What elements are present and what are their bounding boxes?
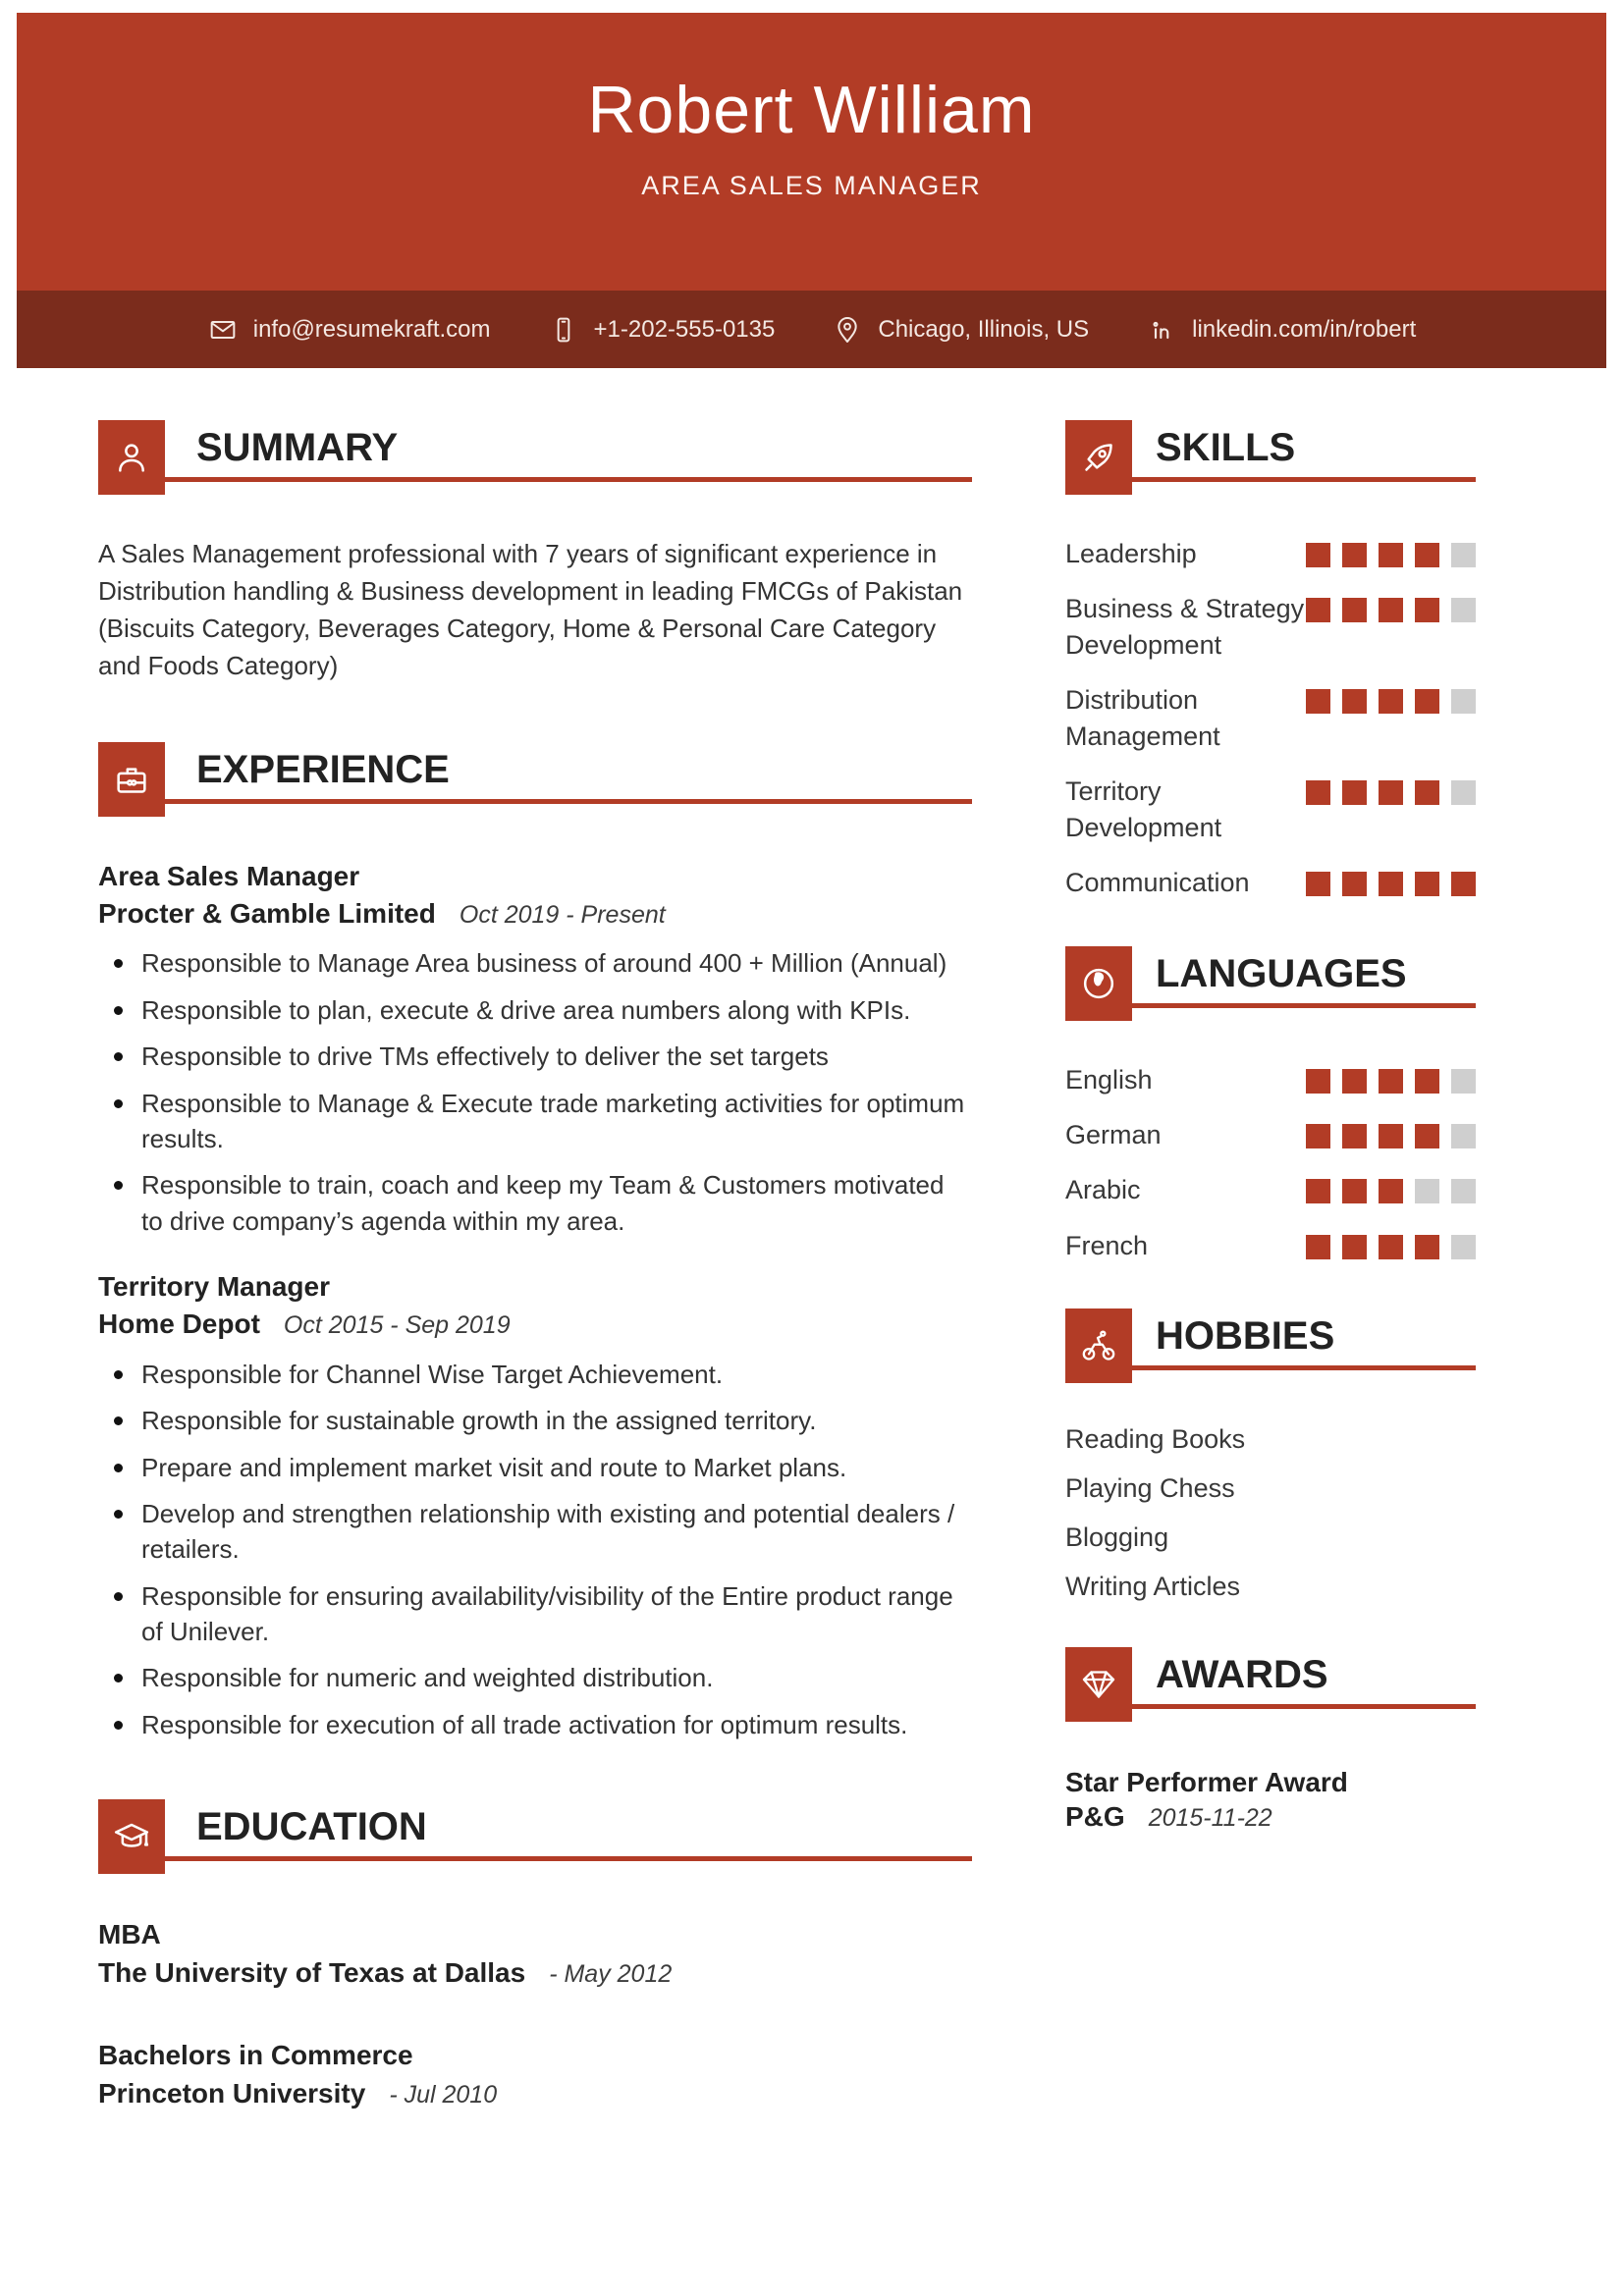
person-job-title: AREA SALES MANAGER xyxy=(641,170,982,200)
skill-label: Communication xyxy=(1065,868,1250,898)
language-rating xyxy=(1306,1069,1476,1094)
rating-square-filled xyxy=(1379,1179,1403,1203)
rating-square-filled xyxy=(1415,543,1439,567)
award-date: 2015-11-22 xyxy=(1148,1804,1272,1833)
rating-square-filled xyxy=(1342,780,1367,805)
graduation-cap-icon xyxy=(98,1799,165,1874)
languages-title: LANGUAGES xyxy=(1156,951,1407,995)
contact-phone-text: +1-202-555-0135 xyxy=(593,315,776,343)
rating-square-filled xyxy=(1306,689,1330,714)
rating-square-filled xyxy=(1415,598,1439,622)
right-column xyxy=(1065,420,1476,1878)
rating-square-filled xyxy=(1342,598,1367,622)
skill-label: Business & Strategy Development xyxy=(1065,594,1305,660)
left-column xyxy=(98,420,972,2169)
rating-square-empty xyxy=(1415,1179,1439,1203)
job-bullet: Responsible for numeric and weighted distribution. xyxy=(106,1660,972,1695)
rating-square-filled xyxy=(1415,689,1439,714)
awards-header xyxy=(1065,1647,1476,1722)
skill-rating xyxy=(1306,872,1476,896)
language-label: German xyxy=(1065,1119,1162,1149)
job-bullet: Responsible to drive TMs effectively to deliver the set targets xyxy=(106,1039,972,1074)
job-role: Territory Manager xyxy=(98,1271,330,1303)
rating-square-filled xyxy=(1306,1069,1330,1094)
job-bullet: Responsible to train, coach and keep my Team & Customers motivated to drive company’s agenda within my area. xyxy=(106,1167,972,1239)
rating-square-empty xyxy=(1451,543,1476,567)
rating-square-filled xyxy=(1379,689,1403,714)
job-bullet: Responsible for Channel Wise Target Achievement. xyxy=(106,1357,972,1392)
skill-label: Distribution Management xyxy=(1065,685,1220,751)
bicycle-icon xyxy=(1065,1308,1132,1383)
skill-row xyxy=(1065,865,1476,900)
job-bullet: Prepare and implement market visit and route to Market plans. xyxy=(106,1450,972,1485)
skill-rating xyxy=(1306,780,1476,805)
rating-square-filled xyxy=(1379,1235,1403,1259)
education-entry xyxy=(98,2036,972,2112)
contact-phone[interactable] xyxy=(548,314,776,346)
job-dates: Oct 2019 - Present xyxy=(459,900,666,929)
hobby-item: Blogging xyxy=(1065,1522,1169,1553)
section-experience xyxy=(98,742,972,1742)
location-pin-icon xyxy=(832,314,863,346)
rating-square-filled xyxy=(1342,1179,1367,1203)
rating-square-filled xyxy=(1379,872,1403,896)
job-bullet: Responsible to plan, execute & drive area numbers along with KPIs. xyxy=(106,992,972,1028)
rating-square-empty xyxy=(1451,1124,1476,1148)
job-bullet: Responsible to Manage Area business of around 400 + Million (Annual) xyxy=(106,945,972,981)
rating-square-empty xyxy=(1451,598,1476,622)
rating-square-empty xyxy=(1451,1069,1476,1094)
education-school: The University of Texas at Dallas xyxy=(98,1957,526,1989)
skill-rating xyxy=(1306,543,1476,567)
rating-square-filled xyxy=(1342,1124,1367,1148)
education-dates: - May 2012 xyxy=(549,1960,673,1989)
job-company: Home Depot xyxy=(98,1308,260,1339)
job-company-line xyxy=(98,895,972,933)
skill-row xyxy=(1065,536,1476,571)
rating-square-filled xyxy=(1342,1235,1367,1259)
language-label: Arabic xyxy=(1065,1175,1141,1205)
job-company-line xyxy=(98,1306,972,1343)
education-title: EDUCATION xyxy=(196,1805,427,1849)
language-row xyxy=(1065,1228,1476,1263)
job-dates: Oct 2015 - Sep 2019 xyxy=(283,1310,511,1339)
skill-rating xyxy=(1306,689,1476,714)
language-label: English xyxy=(1065,1064,1153,1095)
globe-icon xyxy=(1065,946,1132,1021)
skills-header xyxy=(1065,420,1476,495)
job-bullet: Develop and strengthen relationship with existing and potential dealers / retailers. xyxy=(106,1496,972,1568)
language-rating xyxy=(1306,1124,1476,1148)
job-entry xyxy=(98,1268,972,1742)
job-bullet-list xyxy=(98,945,972,1239)
rating-square-filled xyxy=(1342,1069,1367,1094)
job-bullet: Responsible to Manage & Execute trade marketing activities for optimum results. xyxy=(106,1086,972,1157)
language-label: French xyxy=(1065,1230,1149,1260)
job-company: Procter & Gamble Limited xyxy=(98,897,436,929)
rating-square-empty xyxy=(1451,780,1476,805)
rating-square-filled xyxy=(1342,689,1367,714)
education-dates: - Jul 2010 xyxy=(389,2080,498,2109)
rating-square-filled xyxy=(1415,1069,1439,1094)
contact-linkedin[interactable] xyxy=(1146,314,1416,346)
section-underline xyxy=(98,1856,972,1861)
person-icon xyxy=(98,420,165,495)
language-row xyxy=(1065,1172,1476,1207)
skill-row xyxy=(1065,682,1476,754)
section-skills xyxy=(1065,420,1476,901)
header-banner xyxy=(17,13,1606,291)
job-bullet: Responsible for sustainable growth in the assigned territory. xyxy=(106,1403,972,1438)
rating-square-filled xyxy=(1415,872,1439,896)
rating-square-filled xyxy=(1306,543,1330,567)
rating-square-filled xyxy=(1306,872,1330,896)
education-degree: Bachelors in Commerce xyxy=(98,2039,413,2070)
experience-header xyxy=(98,742,972,817)
skills-title: SKILLS xyxy=(1156,426,1296,469)
hobby-item: Playing Chess xyxy=(1065,1473,1235,1504)
awards-title: AWARDS xyxy=(1156,1653,1328,1697)
rating-square-filled xyxy=(1306,780,1330,805)
rating-square-filled xyxy=(1306,1179,1330,1203)
rating-square-filled xyxy=(1379,1069,1403,1094)
languages-header xyxy=(1065,946,1476,1021)
job-role: Area Sales Manager xyxy=(98,860,360,891)
job-entry xyxy=(98,858,972,1239)
education-degree: MBA xyxy=(98,1919,161,1950)
rating-square-filled xyxy=(1379,543,1403,567)
rating-square-filled xyxy=(1415,1235,1439,1259)
rating-square-filled xyxy=(1379,780,1403,805)
hobby-item: Reading Books xyxy=(1065,1424,1246,1455)
rating-square-filled xyxy=(1306,598,1330,622)
contact-location-text: Chicago, Illinois, US xyxy=(878,315,1090,343)
skill-rating xyxy=(1306,598,1476,622)
rocket-icon xyxy=(1065,420,1132,495)
skill-label: Leadership xyxy=(1065,539,1197,568)
rating-square-empty xyxy=(1451,1179,1476,1203)
rating-square-filled xyxy=(1379,598,1403,622)
briefcase-icon xyxy=(98,742,165,817)
skill-row xyxy=(1065,591,1476,663)
award-name: Star Performer Award xyxy=(1065,1767,1348,1798)
person-name: Robert William xyxy=(587,73,1036,147)
education-school-line xyxy=(98,2074,972,2112)
award-org-line xyxy=(1065,1801,1476,1833)
skill-row xyxy=(1065,774,1476,845)
contact-location[interactable] xyxy=(832,314,1089,346)
rating-square-filled xyxy=(1415,780,1439,805)
job-bullet-list xyxy=(98,1357,972,1743)
section-underline xyxy=(98,799,972,804)
rating-square-empty xyxy=(1451,1235,1476,1259)
hobby-item: Writing Articles xyxy=(1065,1572,1241,1602)
language-rating xyxy=(1306,1179,1476,1203)
hobbies-title: HOBBIES xyxy=(1156,1314,1335,1359)
rating-square-filled xyxy=(1342,872,1367,896)
language-rating xyxy=(1306,1235,1476,1259)
rating-square-empty xyxy=(1451,689,1476,714)
phone-icon xyxy=(548,314,579,346)
linkedin-icon xyxy=(1146,314,1177,346)
contact-email-text: info@resumekraft.com xyxy=(252,315,491,343)
diamond-icon xyxy=(1065,1647,1132,1722)
award-org: P&G xyxy=(1065,1801,1125,1833)
contact-email[interactable] xyxy=(207,314,491,346)
rating-square-filled xyxy=(1306,1235,1330,1259)
language-row xyxy=(1065,1062,1476,1097)
education-school: Princeton University xyxy=(98,2077,366,2109)
education-entry xyxy=(98,1915,972,1992)
skill-label: Territory Development xyxy=(1065,776,1222,842)
job-bullet: Responsible for execution of all trade activation for optimum results. xyxy=(106,1707,972,1742)
summary-header xyxy=(98,420,972,495)
contact-bar xyxy=(17,291,1606,368)
section-hobbies xyxy=(1065,1308,1476,1602)
section-education xyxy=(98,1799,972,2112)
section-awards xyxy=(1065,1647,1476,1833)
contact-linkedin-text: linkedin.com/in/robert xyxy=(1192,315,1417,343)
email-icon xyxy=(207,314,239,346)
job-bullet: Responsible for ensuring availability/visibility of the Entire product range of Unilever. xyxy=(106,1578,972,1650)
education-school-line xyxy=(98,1953,972,1992)
section-languages xyxy=(1065,946,1476,1264)
summary-title: SUMMARY xyxy=(196,426,399,469)
rating-square-filled xyxy=(1415,1124,1439,1148)
section-underline xyxy=(98,477,972,482)
section-summary xyxy=(98,420,972,685)
rating-square-filled xyxy=(1451,872,1476,896)
rating-square-filled xyxy=(1342,543,1367,567)
summary-text: A Sales Management professional with 7 years of significant experience in Distribution handling & Business development in leading FMCGs of Pakistan (Biscuits Category, Beverages Category, Home & Personal Care Category and Foods Category) xyxy=(98,539,963,680)
language-row xyxy=(1065,1117,1476,1152)
hobbies-header xyxy=(1065,1308,1476,1383)
rating-square-filled xyxy=(1379,1124,1403,1148)
award-entry xyxy=(1065,1763,1476,1833)
education-header xyxy=(98,1799,972,1874)
experience-title: EXPERIENCE xyxy=(196,747,450,791)
rating-square-filled xyxy=(1306,1124,1330,1148)
